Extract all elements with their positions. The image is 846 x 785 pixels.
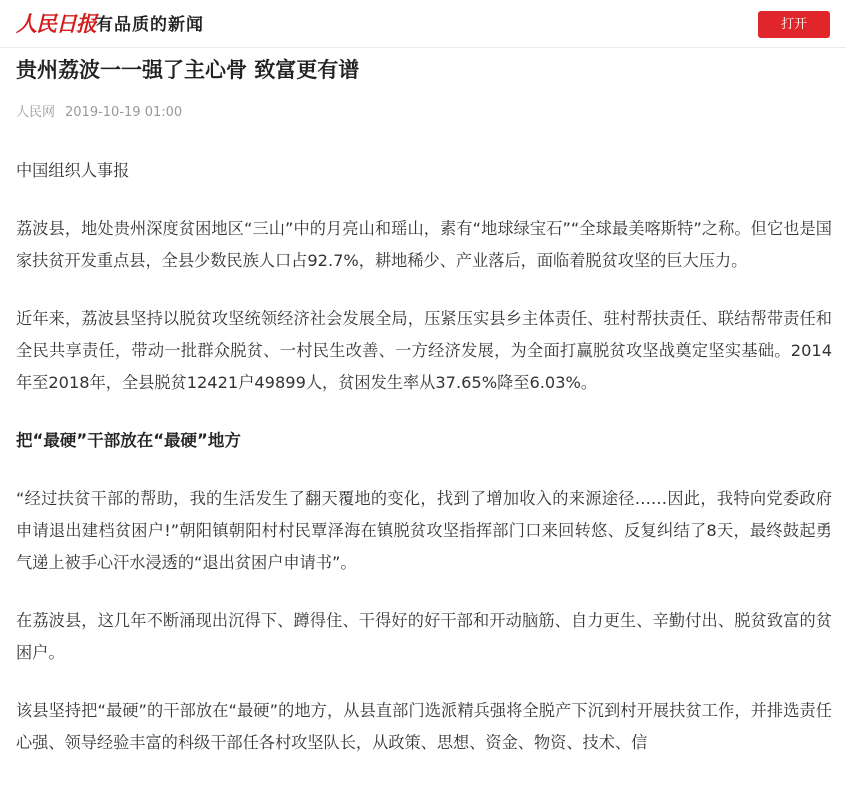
article-title: 贵州荔波一一强了主心骨 致富更有谱 <box>16 58 360 82</box>
article-date: 2019-10-19 01:00 <box>65 105 183 120</box>
article-source-line: 中国组织人事报 <box>16 161 130 180</box>
open-app-button[interactable]: 打开 <box>758 11 830 38</box>
article-meta <box>16 103 182 123</box>
article-source[interactable]: 人民网 <box>16 105 56 120</box>
brand-slogan: 有品质的新闻 <box>96 15 204 35</box>
article-paragraph: “经过扶贫干部的帮助，我的生活发生了翻天覆地的变化，找到了增加收入的来源途径……因此，我特向党委政府申请退出建档贫困户!”朝阳镇朝阳村村民覃泽海在镇脱贫攻坚指挥部门口来回转悠、反复纠结了8天，最终鼓起勇气递上被手心汗水浸透的“退出贫困户申请书”。 <box>16 489 832 572</box>
article-paragraph: 近年来，荔波县坚持以脱贫攻坚统领经济社会发展全局，压紧压实县乡主体责任、驻村帮扶责任、联结帮带责任和全民共享责任，带动一批群众脱贫、一村民生改善、一方经济发展，为全面打赢脱贫攻坚战奠定坚实基础。2014年至2018年，全县脱贫12421户49899人，贫困发生率从37.65%降至6.03%。 <box>16 309 832 392</box>
brand-logo: 人民日报 <box>16 11 96 36</box>
article-subheading: 把“最硬”干部放在“最硬”地方 <box>16 431 241 450</box>
article-paragraph: 在荔波县，这几年不断涌现出沉得下、蹲得住、干得好的好干部和开动脑筋、自力更生、辛勤付出、脱贫致富的贫困户。 <box>16 611 832 662</box>
article-paragraph: 该县坚持把“最硬”的干部放在“最硬”的地方，从县直部门选派精兵强将全脱产下沉到村开展扶贫工作，并排选责任心强、领导经验丰富的科级干部任各村攻坚队长，从政策、思想、资金、物资、技术、信 <box>16 701 832 752</box>
article-paragraph: 荔波县，地处贵州深度贫困地区“三山”中的月亮山和瑶山，素有“地球绿宝石”“全球最美喀斯特”之称。但它也是国家扶贫开发重点县，全县少数民族人口占92.7%，耕地稀少、产业落后，面临着脱贫攻坚的巨大压力。 <box>16 219 832 270</box>
top-bar <box>0 0 846 48</box>
article-body <box>16 155 832 785</box>
